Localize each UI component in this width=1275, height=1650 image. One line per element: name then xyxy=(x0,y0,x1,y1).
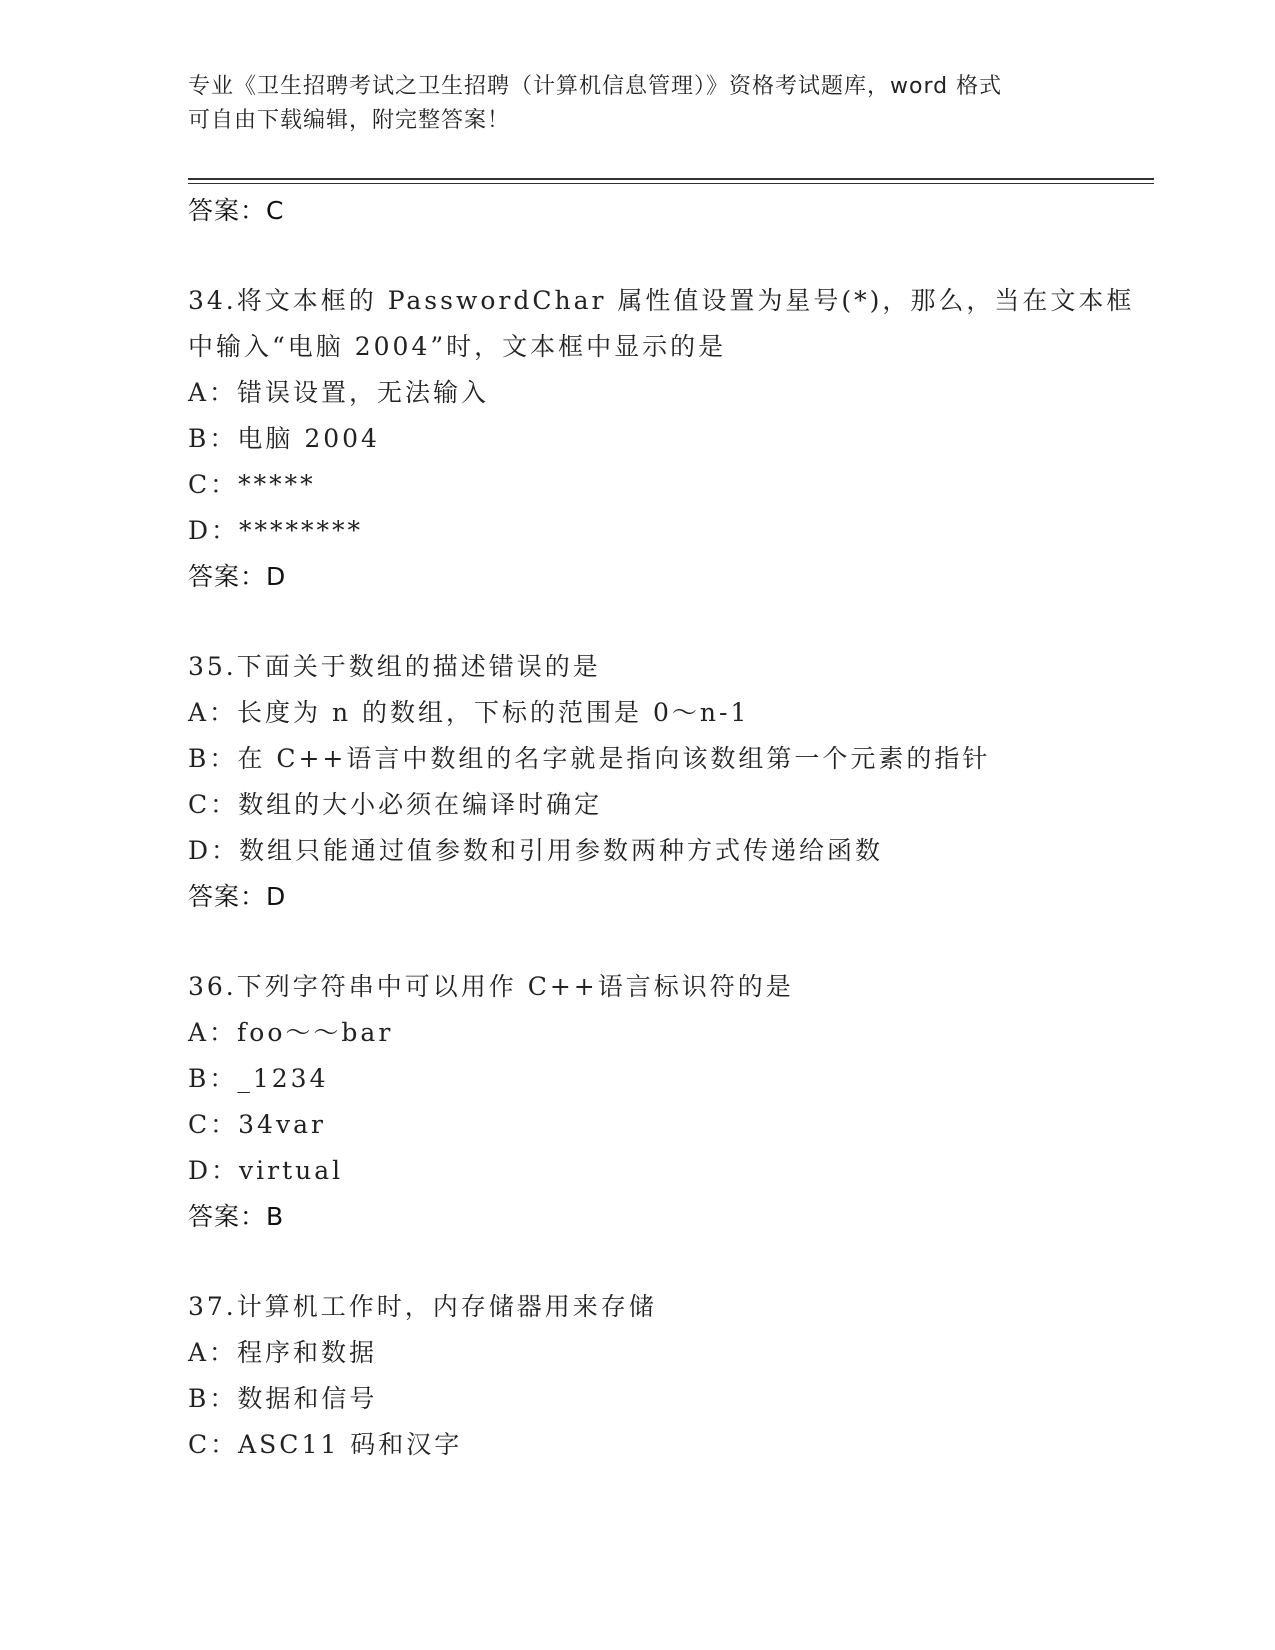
header-divider-thin xyxy=(188,183,1154,184)
page-header xyxy=(188,70,1088,138)
option-d: D：virtual xyxy=(188,1156,344,1185)
option-b: B：在 C++语言中数组的名字就是指向该数组第一个元素的指针 xyxy=(188,744,991,773)
question-list xyxy=(188,188,1148,1468)
option-c: C：ASC11 码和汉字 xyxy=(188,1430,463,1459)
question-stem: 37.计算机工作时，内存储器用来存储 xyxy=(188,1292,657,1321)
option-a: A：长度为 n 的数组，下标的范围是 0～n-1 xyxy=(188,698,750,727)
option-a: A：程序和数据 xyxy=(188,1338,378,1367)
question-34 xyxy=(188,278,1148,600)
header-line-1: 专业《卫生招聘考试之卫生招聘（计算机信息管理）》资格考试题库，word 格式 xyxy=(188,74,1003,99)
question-stem: 35.下面关于数组的描述错误的是 xyxy=(188,652,601,681)
question-answer: 答案：D xyxy=(188,562,287,591)
question-stem: 36.下列字符串中可以用作 C++语言标识符的是 xyxy=(188,972,794,1001)
option-b: B：数据和信号 xyxy=(188,1384,378,1413)
option-a: A：foo～～bar xyxy=(188,1018,394,1047)
question-37 xyxy=(188,1284,1148,1468)
question-stem: 34.将文本框的 PasswordChar 属性值设置为星号(*)，那么，当在文本框中输入“电脑 2004”时，文本框中显示的是 xyxy=(188,286,1135,361)
option-a: A：错误设置，无法输入 xyxy=(188,378,490,407)
option-c: C：数组的大小必须在编译时确定 xyxy=(188,790,603,819)
header-divider-thick xyxy=(188,178,1154,180)
option-b: B：电脑 2004 xyxy=(188,424,380,453)
option-d: D：******** xyxy=(188,516,364,545)
previous-answer: 答案：C xyxy=(188,196,285,225)
option-c: C：***** xyxy=(188,470,316,499)
question-answer: 答案：D xyxy=(188,882,287,911)
question-36 xyxy=(188,964,1148,1240)
question-35 xyxy=(188,644,1148,920)
option-c: C：34var xyxy=(188,1110,326,1139)
question-answer: 答案：B xyxy=(188,1202,285,1231)
header-line-2: 可自由下载编辑，附完整答案！ xyxy=(188,108,511,133)
option-b: B：_1234 xyxy=(188,1064,329,1093)
option-d: D：数组只能通过值参数和引用参数两种方式传递给函数 xyxy=(188,836,884,865)
